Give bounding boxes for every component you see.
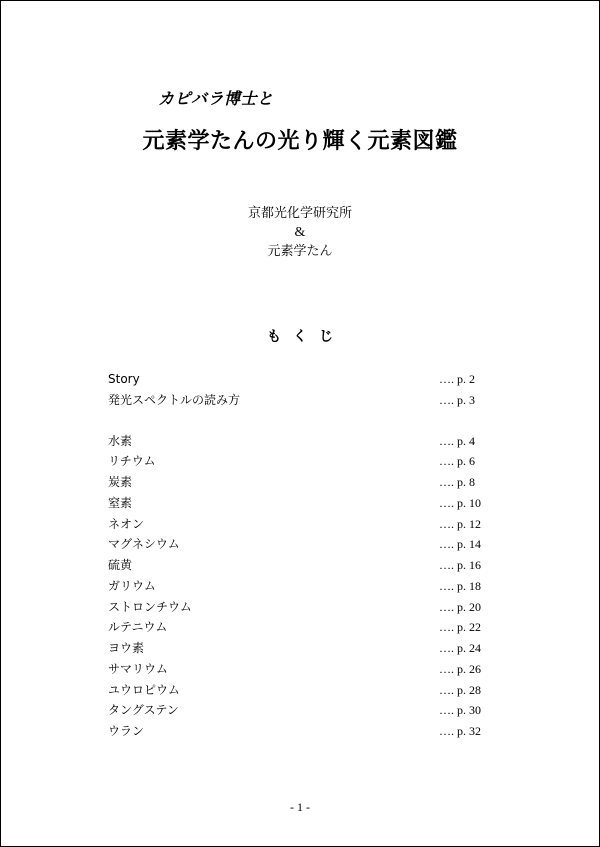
toc-entry-page: …. p. 16 bbox=[439, 558, 481, 572]
toc-entry-label: ユウロピウム bbox=[108, 682, 180, 697]
toc-entry bbox=[108, 700, 498, 721]
toc-entry-page: …. p. 3 bbox=[439, 392, 475, 407]
toc-entry bbox=[108, 576, 498, 597]
toc-entry-label: ストロンチウム bbox=[108, 599, 192, 614]
toc-entry bbox=[108, 514, 498, 535]
author-name: 元素学たん bbox=[267, 244, 333, 259]
toc-entry-label: タングステン bbox=[108, 703, 179, 718]
toc-entry-page: …. p. 18 bbox=[439, 578, 481, 593]
toc-entry bbox=[108, 597, 498, 618]
toc-entry-page: …. p. 12 bbox=[439, 516, 481, 531]
toc-entry-page: …. p. 2 bbox=[439, 372, 475, 386]
author-ampersand: & bbox=[294, 225, 306, 240]
toc-entry-page: …. p. 14 bbox=[439, 537, 481, 552]
toc-entry bbox=[108, 617, 498, 638]
toc-entry-label: Story bbox=[108, 372, 140, 386]
toc-entry-page: …. p. 22 bbox=[439, 620, 481, 635]
author-institute: 京都光化学研究所 bbox=[247, 206, 352, 221]
toc-gap bbox=[108, 411, 498, 431]
toc-entry bbox=[108, 680, 498, 701]
toc-entry-label: ガリウム bbox=[108, 578, 156, 593]
toc-entry bbox=[108, 555, 498, 576]
toc-entry bbox=[108, 431, 498, 452]
toc-entry-page: …. p. 20 bbox=[439, 599, 481, 614]
toc-entry-label: 硫黄 bbox=[108, 558, 133, 572]
toc-entry bbox=[108, 493, 498, 514]
toc-entry-page: …. p. 30 bbox=[439, 703, 481, 718]
toc-entry-label: 発光スペクトルの読み方 bbox=[108, 392, 241, 407]
page-number: - 1 - bbox=[290, 800, 310, 814]
toc-entry-page: …. p. 24 bbox=[439, 641, 481, 655]
authors-block bbox=[0, 204, 600, 261]
table-of-contents bbox=[108, 369, 498, 742]
document-title: 元素学たんの光り輝く元素図鑑 bbox=[142, 129, 458, 154]
toc-entry-page: …. p. 6 bbox=[439, 454, 475, 469]
toc-entry bbox=[108, 638, 498, 659]
toc-entry-label: サマリウム bbox=[108, 661, 168, 676]
toc-entry-label: ルテニウム bbox=[108, 620, 168, 635]
toc-entry-label: 水素 bbox=[108, 433, 133, 448]
toc-entry bbox=[108, 659, 498, 680]
toc-entry-label: リチウム bbox=[108, 454, 156, 469]
toc-entry-label: ヨウ素 bbox=[108, 641, 145, 655]
toc-entry bbox=[108, 472, 498, 493]
toc-heading: もくじ bbox=[267, 329, 345, 345]
document-subtitle: カピバラ博士と bbox=[158, 89, 274, 108]
toc-entry bbox=[108, 390, 498, 411]
toc-entry-page: …. p. 26 bbox=[439, 661, 481, 676]
toc-entry-label: 窒素 bbox=[108, 495, 133, 510]
toc-entry-page: …. p. 32 bbox=[439, 724, 481, 738]
toc-entry-label: マグネシウム bbox=[108, 537, 180, 552]
toc-entry-page: …. p. 10 bbox=[439, 495, 481, 510]
toc-entry bbox=[108, 721, 498, 742]
toc-entry-page: …. p. 8 bbox=[439, 475, 475, 489]
toc-entry-page: …. p. 28 bbox=[439, 682, 481, 697]
toc-entry bbox=[108, 534, 498, 555]
toc-entry-label: ウラン bbox=[108, 724, 145, 738]
toc-entry bbox=[108, 369, 498, 390]
toc-entry bbox=[108, 451, 498, 472]
toc-entry-label: ネオン bbox=[108, 516, 145, 531]
toc-entry-page: …. p. 4 bbox=[439, 433, 475, 448]
toc-entry-label: 炭素 bbox=[108, 475, 133, 489]
